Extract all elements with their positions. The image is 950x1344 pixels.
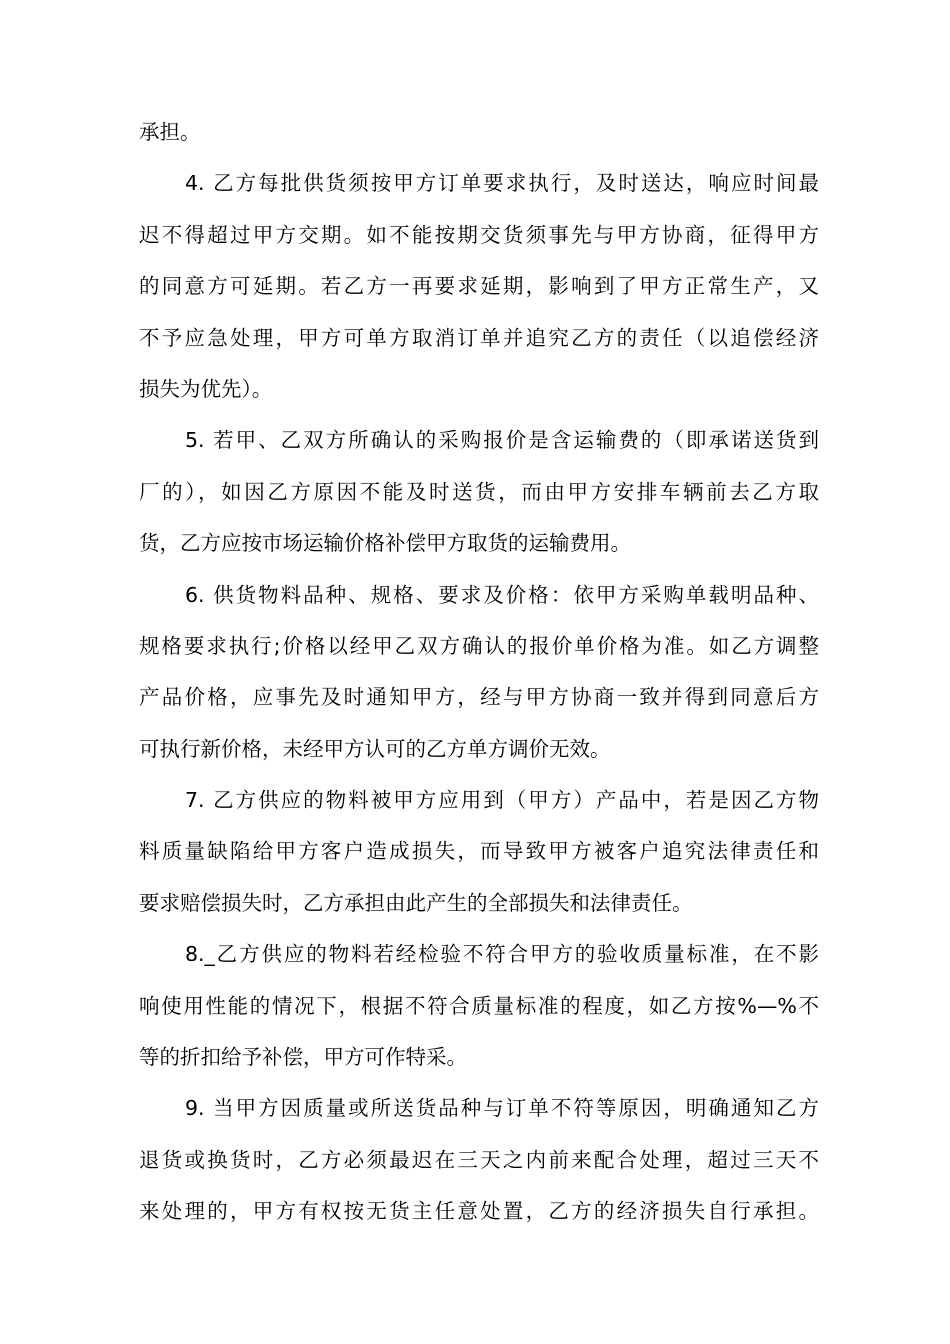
text-line: 产品价格，应事先及时通知甲方，经与甲方协商一致并得到同意后方 bbox=[139, 685, 819, 710]
text-line: 货，乙方应按市场运输价格补偿甲方取货的运输费用。 bbox=[139, 531, 631, 556]
text-line: 6. 供货物料品种、规格、要求及价格：依甲方采购单载明品种、 bbox=[185, 582, 819, 607]
document-body bbox=[139, 107, 819, 1238]
text-line: 可执行新价格，未经甲方认可的乙方单方调价无效。 bbox=[139, 736, 611, 761]
text-line: 等的折扣给予补偿，甲方可作特采。 bbox=[139, 1045, 467, 1070]
text-line: 5. 若甲、乙双方所确认的采购报价是含运输费的（即承诺送货到 bbox=[185, 428, 819, 453]
text-line: 厂的），如因乙方原因不能及时送货，而由甲方安排车辆前去乙方取 bbox=[139, 479, 819, 504]
text-line: 8._乙方供应的物料若经检验不符合甲方的验收质量标准，在不影 bbox=[185, 942, 819, 967]
text-line: 承担。 bbox=[139, 120, 201, 144]
text-line: 要求赔偿损失时，乙方承担由此产生的全部损失和法律责任。 bbox=[139, 890, 693, 915]
text-line: 响使用性能的情况下，根据不符合质量标准的程度，如乙方按%—%不 bbox=[139, 993, 819, 1018]
text-line: 迟不得超过甲方交期。如不能按期交货须事先与甲方协商，征得甲方 bbox=[139, 222, 819, 247]
text-line: 损失为优先）。 bbox=[139, 376, 273, 401]
text-line: 退货或换货时，乙方必须最迟在三天之内前来配合处理，超过三天不 bbox=[139, 1147, 819, 1172]
text-line: 的同意方可延期。若乙方一再要求延期，影响到了甲方正常生产，又 bbox=[139, 274, 819, 299]
text-line: 料质量缺陷给甲方客户造成损失，而导致甲方被客户追究法律责任和 bbox=[139, 839, 819, 864]
text-line: 不予应急处理，甲方可单方取消订单并追究乙方的责任（以追偿经济 bbox=[139, 325, 819, 350]
text-line: 9. 当甲方因质量或所送货品种与订单不符等原因，明确通知乙方 bbox=[185, 1096, 819, 1121]
text-line: 规格要求执行;价格以经甲乙双方确认的报价单价格为准。如乙方调整 bbox=[139, 633, 819, 658]
text-line: 7. 乙方供应的物料被甲方应用到（甲方）产品中，若是因乙方物 bbox=[185, 788, 819, 813]
text-line: 4. 乙方每批供货须按甲方订单要求执行，及时送达，响应时间最 bbox=[185, 171, 819, 196]
text-line: 来处理的，甲方有权按无货主任意处置，乙方的经济损失自行承担。 bbox=[139, 1199, 819, 1224]
